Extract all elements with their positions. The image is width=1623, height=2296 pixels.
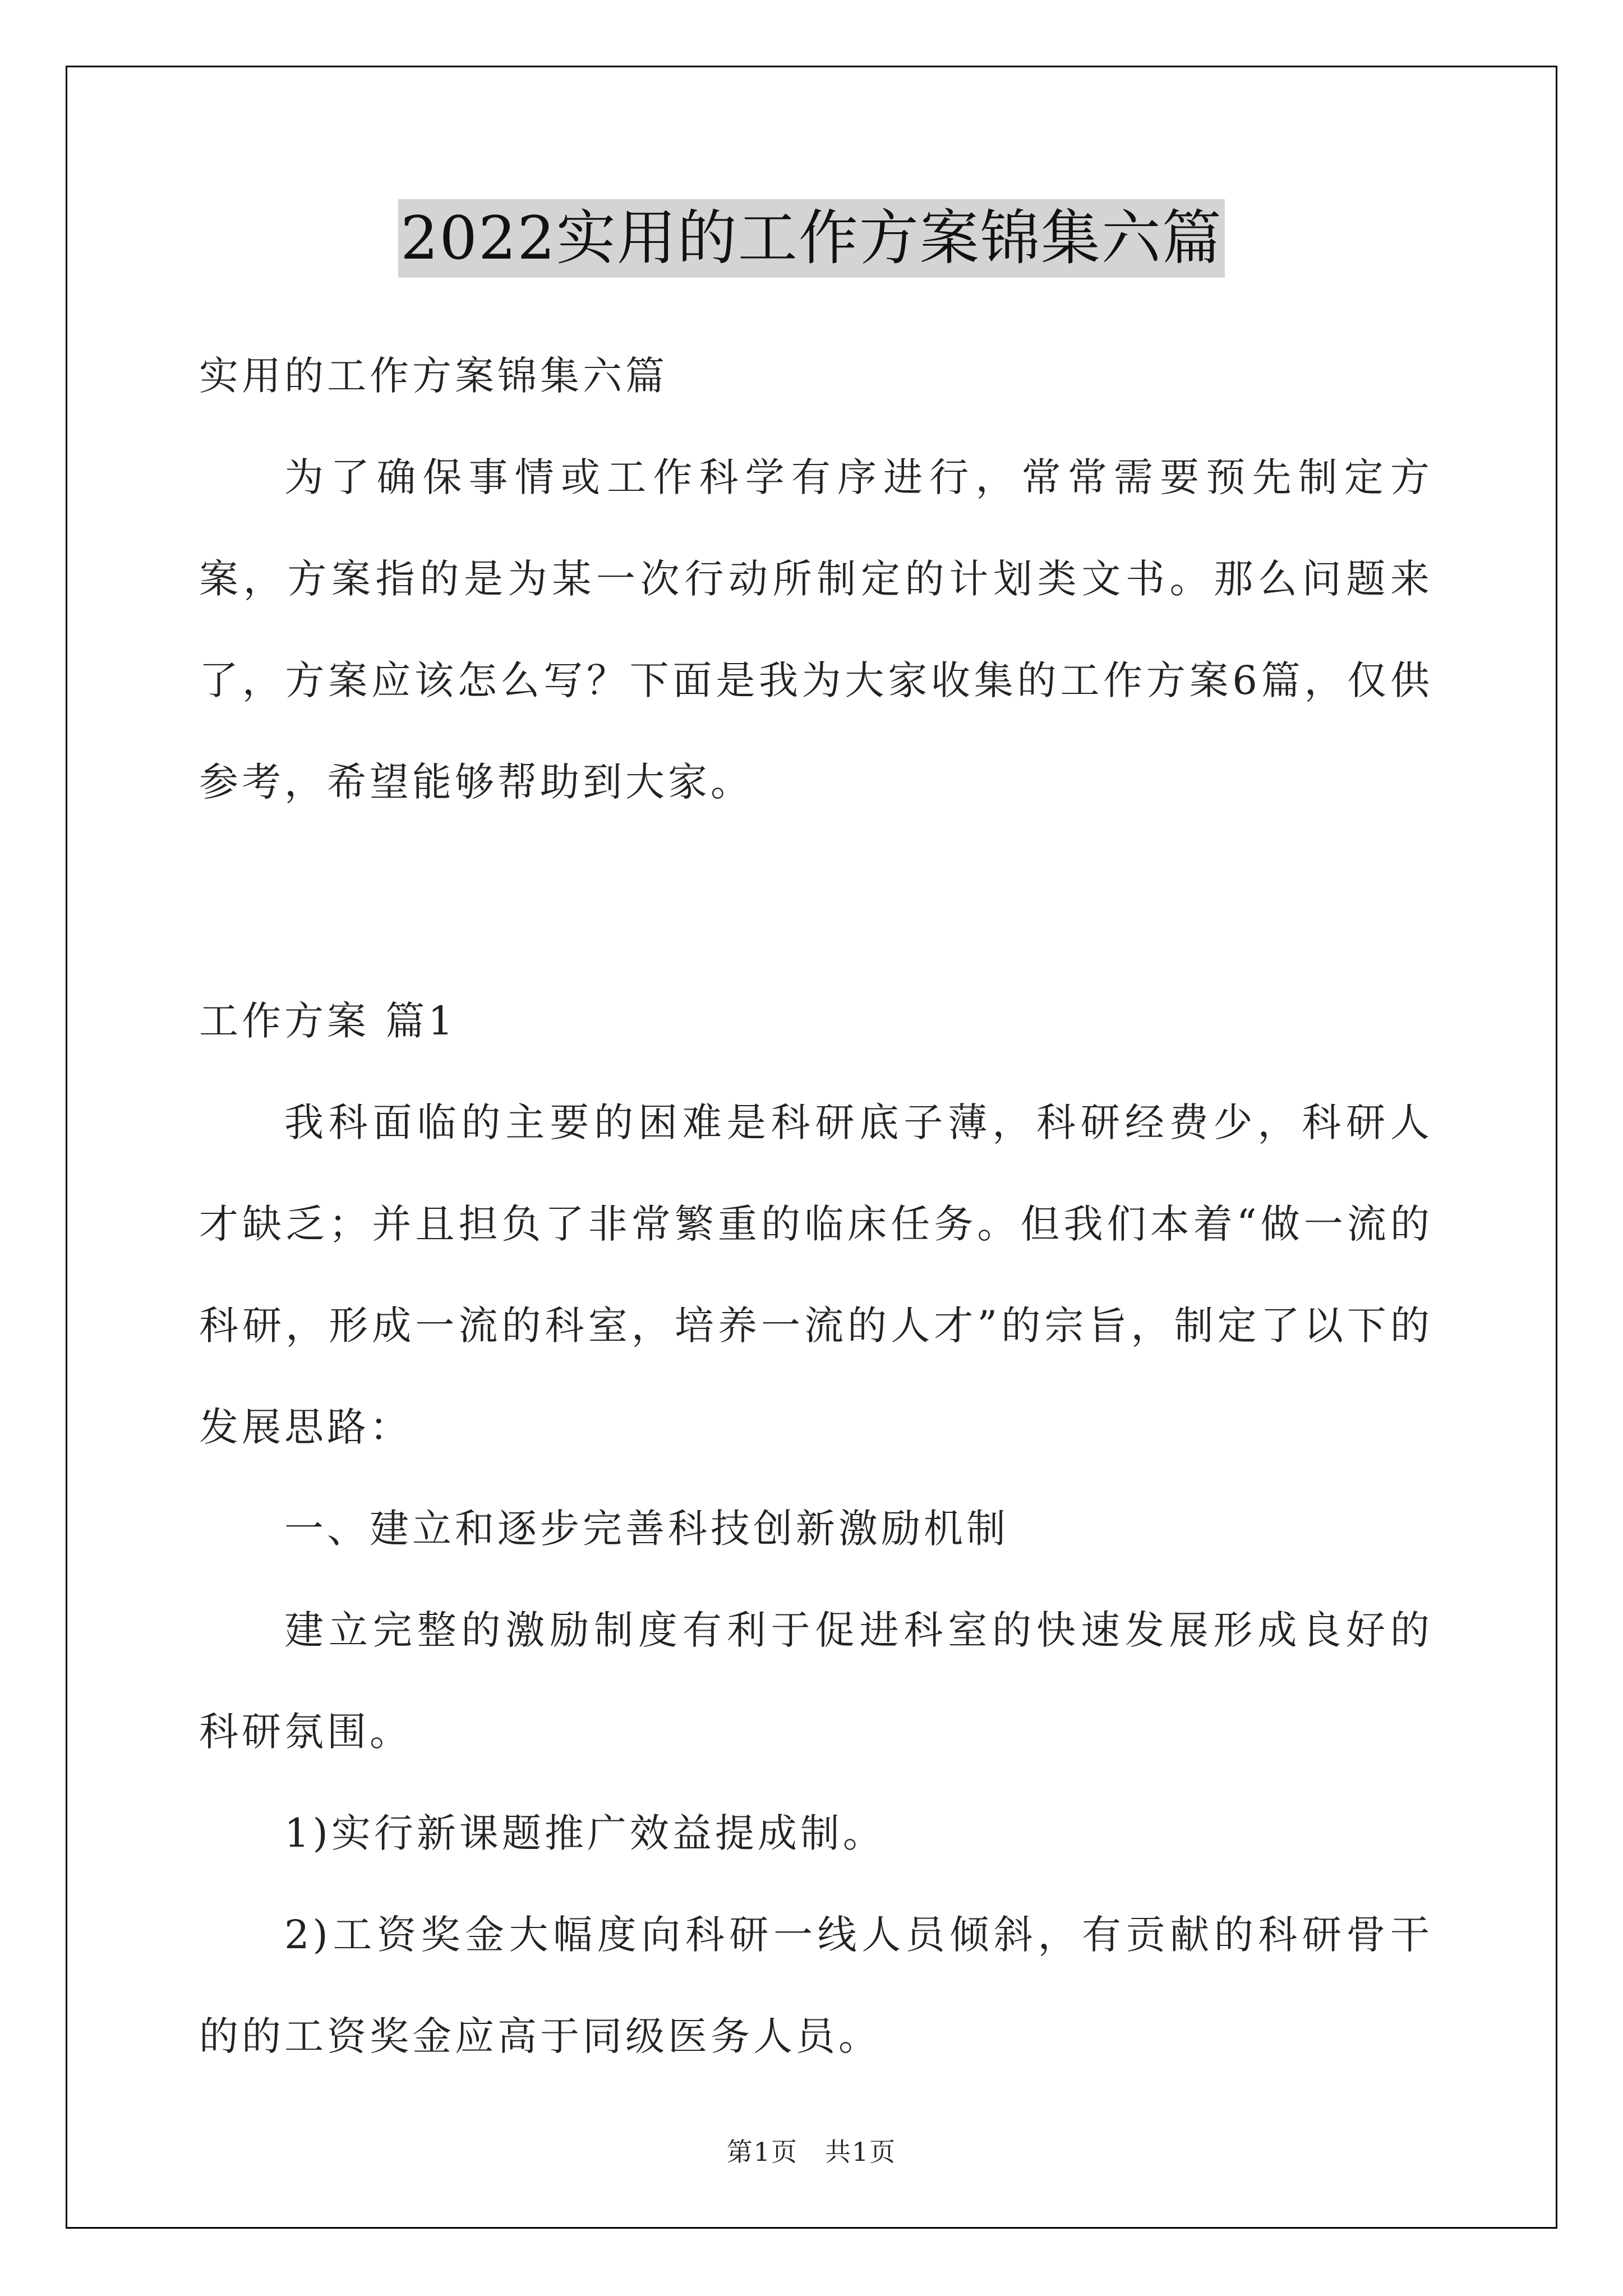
document-body-top: [199, 325, 1433, 833]
document-body-section: [199, 970, 1433, 2087]
subtitle: 实用的工作方案锦集六篇: [199, 353, 668, 399]
page-number-footer: 第1页 共1页: [726, 2137, 897, 2167]
intro-paragraph: 为了确保事情或工作科学有序进行，常常需要预先制定方案，方案指的是为某一次行动所制定的计划类文书。那么问题来了，方案应该怎么写？下面是我为大家收集的工作方案6篇，仅供参考，希望能够帮助到大家。: [199, 454, 1433, 805]
body-paragraph: 我科面临的主要的困难是科研底子薄，科研经费少，科研人才缺乏；并且担负了非常繁重的临床任务。但我们本着“做一流的科研，形成一流的科室，培养一流的人才”的宗旨，制定了以下的发展思路：: [199, 1099, 1433, 1450]
section-heading: 工作方案 篇1: [199, 998, 457, 1044]
body-paragraph: 建立完整的激励制度有利于促进科室的快速发展形成良好的科研氛围。: [199, 1607, 1433, 1755]
body-paragraph: 1)实行新课题推广效益提成制。: [284, 1810, 886, 1856]
body-paragraph: 一、建立和逐步完善科技创新激励机制: [284, 1506, 1009, 1552]
body-paragraph: 2)工资奖金大幅度向科研一线人员倾斜，有贡献的科研骨干的的工资奖金应高于同级医务人员。: [199, 1912, 1433, 2059]
document-title: 2022实用的工作方案锦集六篇: [398, 199, 1225, 278]
title-area: [0, 199, 1623, 278]
